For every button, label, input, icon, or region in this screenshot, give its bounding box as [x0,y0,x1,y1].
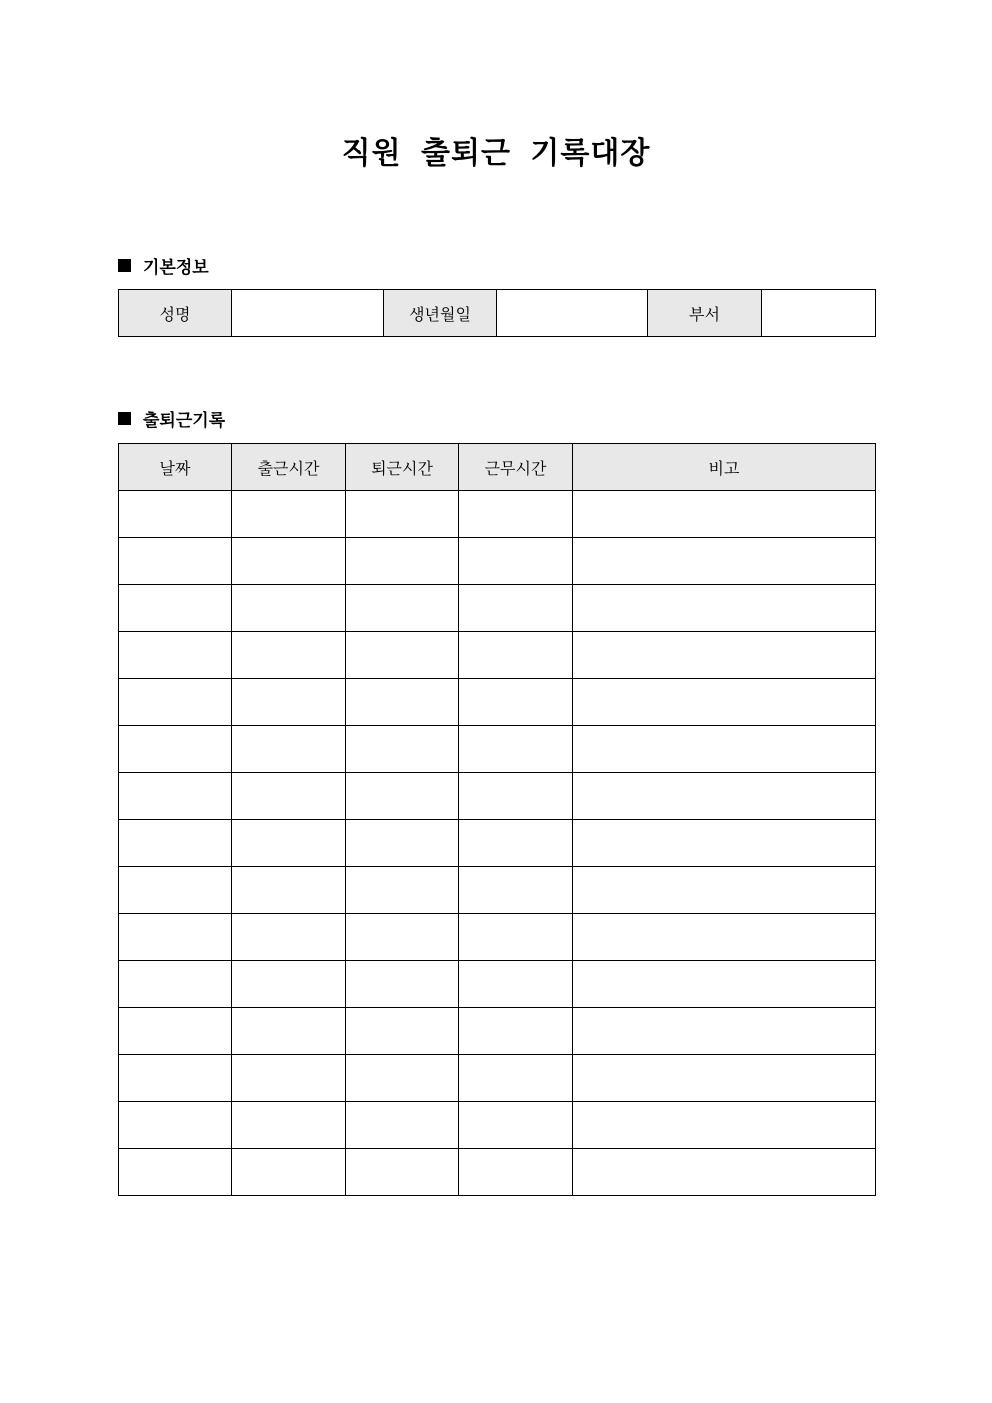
date-cell[interactable] [119,773,232,820]
basic-info-table [118,289,876,337]
remarks-cell[interactable] [573,491,876,538]
work-hours-cell[interactable] [459,773,573,820]
work-hours-cell[interactable] [459,538,573,585]
column-header-work-hours: 근무시간 [459,444,573,491]
name-label: 성명 [119,290,232,337]
attendance-table [118,443,876,1196]
clock-out-cell[interactable] [346,867,459,914]
remarks-cell[interactable] [573,1008,876,1055]
work-hours-cell[interactable] [459,961,573,1008]
table-row [119,491,876,538]
clock-in-cell[interactable] [232,491,346,538]
clock-out-cell[interactable] [346,914,459,961]
clock-out-cell[interactable] [346,1055,459,1102]
work-hours-cell[interactable] [459,679,573,726]
remarks-cell[interactable] [573,1102,876,1149]
clock-out-cell[interactable] [346,1008,459,1055]
attendance-heading-label: 출퇴근기록 [143,410,226,431]
square-bullet-icon [118,412,131,425]
clock-out-cell[interactable] [346,773,459,820]
date-cell[interactable] [119,491,232,538]
clock-in-cell[interactable] [232,726,346,773]
clock-in-cell[interactable] [232,867,346,914]
remarks-cell[interactable] [573,820,876,867]
clock-in-cell[interactable] [232,538,346,585]
clock-out-cell[interactable] [346,1102,459,1149]
table-row [119,726,876,773]
table-row [119,914,876,961]
clock-in-cell[interactable] [232,1008,346,1055]
column-header-clock-in: 출근시간 [232,444,346,491]
table-row [119,585,876,632]
clock-out-cell[interactable] [346,585,459,632]
date-cell[interactable] [119,914,232,961]
remarks-cell[interactable] [573,914,876,961]
date-cell[interactable] [119,1149,232,1196]
clock-in-cell[interactable] [232,914,346,961]
clock-in-cell[interactable] [232,961,346,1008]
department-label: 부서 [648,290,762,337]
department-field[interactable] [762,290,876,337]
work-hours-cell[interactable] [459,1055,573,1102]
work-hours-cell[interactable] [459,1102,573,1149]
clock-out-cell[interactable] [346,820,459,867]
name-field[interactable] [232,290,384,337]
clock-in-cell[interactable] [232,1149,346,1196]
remarks-cell[interactable] [573,1055,876,1102]
remarks-cell[interactable] [573,585,876,632]
table-row [119,679,876,726]
column-header-clock-out: 퇴근시간 [346,444,459,491]
work-hours-cell[interactable] [459,820,573,867]
remarks-cell[interactable] [573,726,876,773]
date-cell[interactable] [119,632,232,679]
clock-in-cell[interactable] [232,1055,346,1102]
birthdate-field[interactable] [497,290,648,337]
clock-in-cell[interactable] [232,820,346,867]
table-row [119,632,876,679]
birthdate-label: 생년월일 [384,290,497,337]
table-row [119,867,876,914]
attendance-heading [118,406,225,430]
work-hours-cell[interactable] [459,867,573,914]
remarks-cell[interactable] [573,632,876,679]
clock-in-cell[interactable] [232,585,346,632]
date-cell[interactable] [119,679,232,726]
clock-out-cell[interactable] [346,491,459,538]
date-cell[interactable] [119,585,232,632]
work-hours-cell[interactable] [459,585,573,632]
column-header-remarks: 비고 [573,444,876,491]
work-hours-cell[interactable] [459,632,573,679]
date-cell[interactable] [119,867,232,914]
remarks-cell[interactable] [573,773,876,820]
date-cell[interactable] [119,961,232,1008]
table-row [119,538,876,585]
attendance-body [119,491,876,1196]
remarks-cell[interactable] [573,679,876,726]
document-title: 직원 출퇴근 기록대장 [341,136,651,171]
clock-in-cell[interactable] [232,632,346,679]
remarks-cell[interactable] [573,867,876,914]
clock-in-cell[interactable] [232,679,346,726]
clock-in-cell[interactable] [232,773,346,820]
table-row [119,1055,876,1102]
clock-in-cell[interactable] [232,1102,346,1149]
basic-info-heading-label: 기본정보 [143,257,209,278]
table-row [119,1102,876,1149]
work-hours-cell[interactable] [459,914,573,961]
date-cell[interactable] [119,1008,232,1055]
work-hours-cell[interactable] [459,1149,573,1196]
date-cell[interactable] [119,1055,232,1102]
remarks-cell[interactable] [573,538,876,585]
basic-info-row [119,290,876,337]
clock-out-cell[interactable] [346,961,459,1008]
work-hours-cell[interactable] [459,491,573,538]
attendance-header-row [119,444,876,491]
date-cell[interactable] [119,1102,232,1149]
table-row [119,961,876,1008]
basic-info-heading [118,253,209,277]
clock-out-cell[interactable] [346,632,459,679]
clock-out-cell[interactable] [346,679,459,726]
square-bullet-icon [118,259,131,272]
remarks-cell[interactable] [573,961,876,1008]
table-row [119,773,876,820]
date-cell[interactable] [119,726,232,773]
column-header-date: 날짜 [119,444,232,491]
table-row [119,1149,876,1196]
work-hours-cell[interactable] [459,1008,573,1055]
date-cell[interactable] [119,538,232,585]
clock-out-cell[interactable] [346,538,459,585]
work-hours-cell[interactable] [459,726,573,773]
date-cell[interactable] [119,820,232,867]
table-row [119,1008,876,1055]
clock-out-cell[interactable] [346,726,459,773]
clock-out-cell[interactable] [346,1149,459,1196]
remarks-cell[interactable] [573,1149,876,1196]
table-row [119,820,876,867]
